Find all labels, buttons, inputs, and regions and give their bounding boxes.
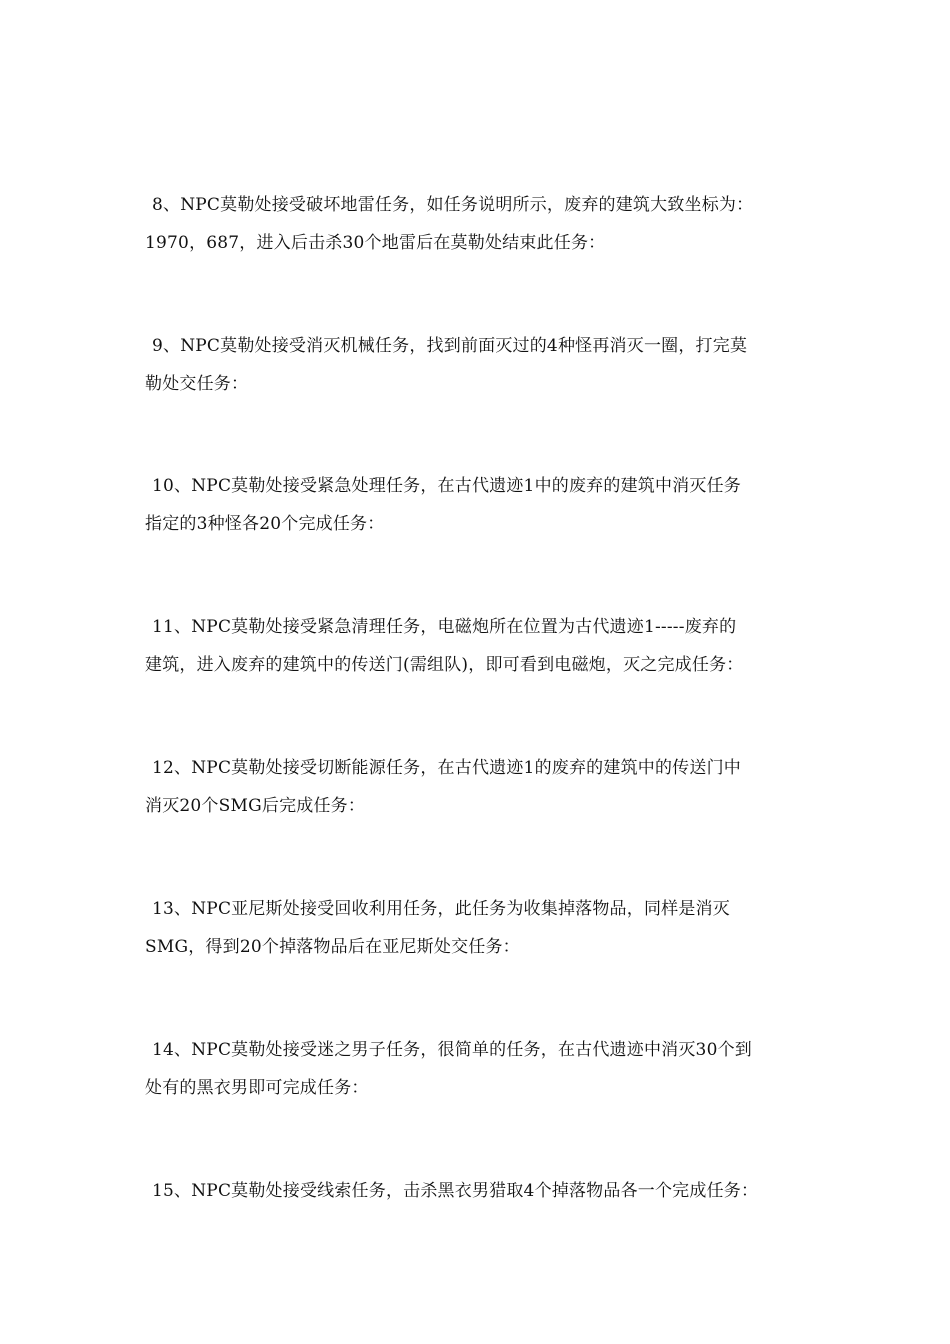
paragraph-line: 11、NPC莫勒处接受紧急清理任务，电磁炮所在位置为古代遗迹1-----废弃的	[152, 617, 737, 637]
paragraph-line: 消灭20个SMG后完成任务：	[145, 796, 366, 816]
paragraph-line: 8、NPC莫勒处接受破坏地雷任务，如任务说明所示，废弃的建筑大致坐标为：	[152, 195, 754, 215]
paragraph-line: 建筑，进入废弃的建筑中的传送门(需组队)，即可看到电磁炮，灭之完成任务：	[145, 655, 744, 675]
paragraph-line: 10、NPC莫勒处接受紧急处理任务，在古代遗迹1中的废弃的建筑中消灭任务	[152, 476, 741, 496]
paragraph-line: 12、NPC莫勒处接受切断能源任务，在古代遗迹1的废弃的建筑中的传送门中	[152, 758, 741, 778]
paragraph-step-11	[145, 608, 813, 684]
paragraph-line: 15、NPC莫勒处接受线索任务，击杀黑衣男猎取4个掉落物品各一个完成任务：	[152, 1181, 759, 1201]
paragraph-step-9	[145, 327, 813, 403]
paragraph-step-12	[145, 749, 813, 825]
paragraph-line: 指定的3种怪各20个完成任务：	[145, 514, 385, 534]
paragraph-line: 9、NPC莫勒处接受消灭机械任务，找到前面灭过的4种怪再消灭一圈，打完莫	[152, 336, 748, 356]
paragraph-line: 14、NPC莫勒处接受迷之男子任务，很简单的任务，在古代遗迹中消灭30个到	[152, 1040, 752, 1060]
paragraph-step-15	[145, 1172, 813, 1210]
paragraph-line: 13、NPC亚尼斯处接受回收利用任务，此任务为收集掉落物品，同样是消灭	[152, 899, 730, 919]
paragraph-line: 勒处交任务：	[145, 374, 249, 394]
paragraph-step-8	[145, 186, 813, 262]
paragraph-step-10	[145, 467, 813, 543]
paragraph-line: SMG，得到20个掉落物品后在亚尼斯处交任务：	[145, 937, 520, 957]
paragraph-step-13	[145, 890, 813, 966]
paragraph-step-14	[145, 1031, 813, 1107]
paragraph-line: 1970，687，进入后击杀30个地雷后在莫勒处结束此任务：	[145, 233, 606, 253]
paragraph-line: 处有的黑衣男即可完成任务：	[145, 1078, 369, 1098]
